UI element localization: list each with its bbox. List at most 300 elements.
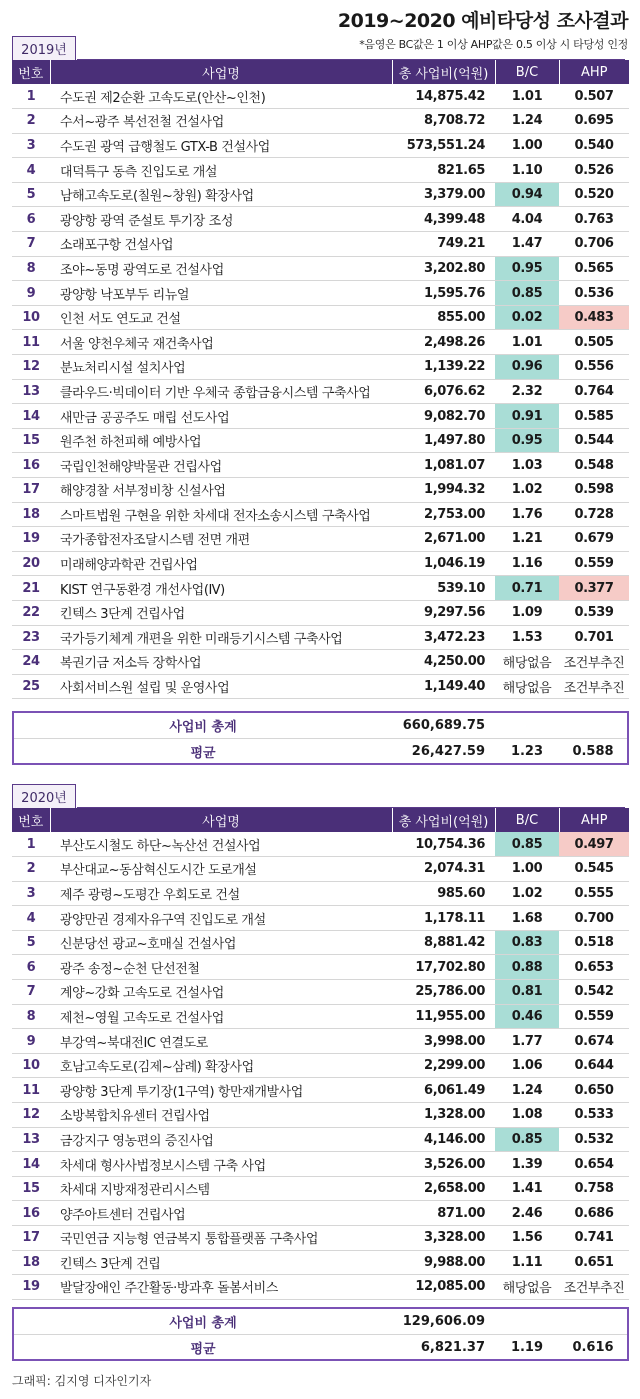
row-number: 8: [12, 1004, 50, 1029]
table-row: [12, 1201, 629, 1226]
ahp-value: 0.728: [559, 502, 629, 527]
ahp-value: 0.654: [559, 1152, 629, 1177]
bc-value: 1.01: [495, 84, 559, 109]
row-number: 8: [12, 256, 50, 281]
total-cost: 2,658.00: [392, 1176, 495, 1201]
bc-value: 1.11: [495, 1250, 559, 1275]
table-row: [12, 674, 629, 699]
bc-value: 0.85: [495, 1127, 559, 1152]
table-row: [12, 1004, 629, 1029]
ahp-value: 0.483: [559, 305, 629, 330]
project-name: 미래해양과학관 건립사업: [50, 551, 392, 576]
row-number: 3: [12, 881, 50, 906]
ahp-value: 0.706: [559, 232, 629, 257]
bc-value: 0.81: [495, 980, 559, 1005]
row-number: 19: [12, 1275, 50, 1300]
project-name: 복권기금 저소득 장학사업: [50, 650, 392, 675]
bc-value: 1.03: [495, 453, 559, 478]
bc-value: 1.06: [495, 1053, 559, 1078]
col-header-no: 번호: [12, 60, 50, 84]
total-cost: 660,689.75: [402, 718, 485, 733]
bc-value: 1.00: [495, 857, 559, 882]
bc-value: 0.95: [495, 428, 559, 453]
table-header-row: [12, 60, 629, 84]
row-number: 14: [12, 1152, 50, 1177]
total-cost: 12,085.00: [392, 1275, 495, 1300]
row-number: 6: [12, 955, 50, 980]
total-cost: 1,081.07: [392, 453, 495, 478]
project-name: 광양항 낙포부두 리뉴얼: [50, 281, 392, 306]
table-row: [12, 980, 629, 1005]
row-number: 13: [12, 1127, 50, 1152]
ahp-value: 0.701: [559, 625, 629, 650]
project-name: 제천~영월 고속도로 건설사업: [50, 1004, 392, 1029]
total-cost: 1,497.80: [392, 428, 495, 453]
bc-value: 1.02: [495, 478, 559, 503]
table-row: [12, 1103, 629, 1128]
total-cost: 3,379.00: [392, 182, 495, 207]
table-row: [12, 1127, 629, 1152]
total-cost: 1,139.22: [392, 355, 495, 380]
col-header-no: 번호: [12, 808, 50, 832]
project-name: 부산대교~동삼혁신도시간 도로개설: [50, 857, 392, 882]
project-name: 스마트법원 구현을 위한 차세대 전자소송시스템 구축사업: [50, 502, 392, 527]
total-cost: 14,875.42: [392, 84, 495, 109]
project-name: 차세대 지방재정관리시스템: [50, 1176, 392, 1201]
ahp-value: 0.526: [559, 158, 629, 183]
bc-value: 1.41: [495, 1176, 559, 1201]
table-row: [12, 502, 629, 527]
bc-value: 0.83: [495, 930, 559, 955]
total-cost: 871.00: [392, 1201, 495, 1226]
table-row: [12, 955, 629, 980]
total-cost: 9,988.00: [392, 1250, 495, 1275]
total-row: [14, 1309, 627, 1334]
table-row: [12, 1250, 629, 1275]
total-cost: 573,551.24: [392, 133, 495, 158]
table-row: [12, 305, 629, 330]
bc-value: 1.02: [495, 881, 559, 906]
bc-value: 1.24: [495, 109, 559, 134]
col-header-name: 사업명: [50, 808, 392, 832]
project-name: 인천 서도 연도교 건설: [50, 305, 392, 330]
project-name: 원주천 하천피해 예방사업: [50, 428, 392, 453]
table-2019: [12, 60, 629, 699]
table-row: [12, 857, 629, 882]
row-number: 12: [12, 1103, 50, 1128]
table-row: [12, 207, 629, 232]
table-row: [12, 576, 629, 601]
bc-value: 1.47: [495, 232, 559, 257]
total-cost: 821.65: [392, 158, 495, 183]
bc-value: 1.53: [495, 625, 559, 650]
ahp-value: 0.674: [559, 1029, 629, 1054]
ahp-value: 0.686: [559, 1201, 629, 1226]
chart-title: 2019~2020 예비타당성 조사결과: [337, 10, 628, 32]
average-cost: 26,427.59: [411, 743, 485, 759]
table-row: [12, 133, 629, 158]
ahp-value: 0.700: [559, 906, 629, 931]
ahp-value: 0.555: [559, 881, 629, 906]
col-header-name: 사업명: [50, 60, 392, 84]
table-row: [12, 355, 629, 380]
bc-value: 0.85: [495, 832, 559, 857]
table-row: [12, 182, 629, 207]
bc-value: 1.01: [495, 330, 559, 355]
summary-box-2020: [12, 1307, 629, 1361]
project-name: 조야~동명 광역도로 건설사업: [50, 256, 392, 281]
ahp-value: 0.598: [559, 478, 629, 503]
project-name: 부산도시철도 하단~녹산선 건설사업: [50, 832, 392, 857]
table-row: [12, 906, 629, 931]
project-name: 신분당선 광교~호매실 건설사업: [50, 930, 392, 955]
total-cost: 6,076.62: [392, 379, 495, 404]
ahp-value: 0.559: [559, 1004, 629, 1029]
project-name: 대덕특구 동측 진입도로 개설: [50, 158, 392, 183]
average-cost: 6,821.37: [420, 1339, 485, 1355]
bc-value: 1.08: [495, 1103, 559, 1128]
average-ahp: 0.616: [572, 1339, 614, 1355]
ahp-value: 0.520: [559, 182, 629, 207]
bc-value: 1.10: [495, 158, 559, 183]
table-row: [12, 256, 629, 281]
table-row: [12, 232, 629, 257]
ahp-value: 0.542: [559, 980, 629, 1005]
bc-value: 해당없음: [495, 650, 559, 675]
bc-value: 해당없음: [495, 1275, 559, 1300]
shading-note: *음영은 BC값은 1 이상 AHP값은 0.5 이상 시 타당성 인정: [359, 38, 628, 51]
ahp-value: 0.565: [559, 256, 629, 281]
bc-value: 2.46: [495, 1201, 559, 1226]
bc-value: 1.39: [495, 1152, 559, 1177]
row-number: 18: [12, 1250, 50, 1275]
bc-value: 0.94: [495, 182, 559, 207]
table-row: [12, 478, 629, 503]
total-cost: 3,998.00: [392, 1029, 495, 1054]
project-name: 부강역~북대전IC 연결도로: [50, 1029, 392, 1054]
total-cost: 2,074.31: [392, 857, 495, 882]
row-number: 4: [12, 158, 50, 183]
table-row: [12, 330, 629, 355]
table-row: [12, 1226, 629, 1251]
ahp-value: 0.536: [559, 281, 629, 306]
total-cost: 10,754.36: [392, 832, 495, 857]
ahp-value: 0.533: [559, 1103, 629, 1128]
row-number: 6: [12, 207, 50, 232]
project-name: 국립인천해양박물관 건립사업: [50, 453, 392, 478]
ahp-value: 0.544: [559, 428, 629, 453]
total-cost: 3,526.00: [392, 1152, 495, 1177]
total-cost: 2,299.00: [392, 1053, 495, 1078]
ahp-value: 0.695: [559, 109, 629, 134]
row-number: 22: [12, 600, 50, 625]
project-name: 해양경찰 서부정비창 신설사업: [50, 478, 392, 503]
project-name: 수도권 광역 급행철도 GTX-B 건설사업: [50, 133, 392, 158]
table-row: [12, 1152, 629, 1177]
total-cost: 9,082.70: [392, 404, 495, 429]
row-number: 20: [12, 551, 50, 576]
row-number: 13: [12, 379, 50, 404]
ahp-value: 조건부추진: [559, 674, 629, 699]
ahp-value: 0.653: [559, 955, 629, 980]
project-name: 국민연금 지능형 연금복지 통합플랫폼 구축사업: [50, 1226, 392, 1251]
project-name: 새만금 공공주도 매립 선도사업: [50, 404, 392, 429]
row-number: 17: [12, 478, 50, 503]
bc-value: 0.88: [495, 955, 559, 980]
project-name: 킨텍스 3단계 건립사업: [50, 600, 392, 625]
project-name: 발달장애인 주간활동·방과후 돌봄서비스: [50, 1275, 392, 1300]
project-name: 국가종합전자조달시스템 전면 개편: [50, 527, 392, 552]
table-row: [12, 600, 629, 625]
project-name: 광주 송정~순천 단선전철: [50, 955, 392, 980]
table-row: [12, 527, 629, 552]
table-row: [12, 158, 629, 183]
row-number: 11: [12, 330, 50, 355]
ahp-value: 0.539: [559, 600, 629, 625]
ahp-value: 0.556: [559, 355, 629, 380]
ahp-value: 0.377: [559, 576, 629, 601]
table-row: [12, 453, 629, 478]
row-number: 10: [12, 305, 50, 330]
bc-value: 0.96: [495, 355, 559, 380]
graphic-credit: 그래픽: 김지영 디자인기자: [12, 1374, 152, 1388]
row-number: 17: [12, 1226, 50, 1251]
table-2020: [12, 808, 629, 1300]
row-number: 24: [12, 650, 50, 675]
row-number: 16: [12, 453, 50, 478]
row-number: 5: [12, 182, 50, 207]
row-number: 4: [12, 906, 50, 931]
row-number: 15: [12, 428, 50, 453]
ahp-value: 0.545: [559, 857, 629, 882]
bc-value: 4.04: [495, 207, 559, 232]
bc-value: 1.77: [495, 1029, 559, 1054]
ahp-value: 0.650: [559, 1078, 629, 1103]
ahp-value: 0.559: [559, 551, 629, 576]
average-label: 평균: [190, 1341, 216, 1357]
ahp-value: 0.741: [559, 1226, 629, 1251]
bc-value: 1.76: [495, 502, 559, 527]
project-name: 광양만권 경제자유구역 진입도로 개설: [50, 906, 392, 931]
total-cost: 129,606.09: [402, 1314, 485, 1329]
average-bc: 1.23: [510, 743, 544, 759]
total-cost: 3,328.00: [392, 1226, 495, 1251]
total-cost: 1,595.76: [392, 281, 495, 306]
total-cost: 1,149.40: [392, 674, 495, 699]
total-cost: 1,328.00: [392, 1103, 495, 1128]
project-name: 제주 광령~도평간 우회도로 건설: [50, 881, 392, 906]
table-row: [12, 930, 629, 955]
ahp-value: 조건부추진: [559, 1275, 629, 1300]
total-cost: 1,178.11: [392, 906, 495, 931]
total-cost: 4,146.00: [392, 1127, 495, 1152]
project-name: 소방복합치유센터 건립사업: [50, 1103, 392, 1128]
project-name: 금강지구 영농편의 증진사업: [50, 1127, 392, 1152]
ahp-value: 0.763: [559, 207, 629, 232]
ahp-value: 0.505: [559, 330, 629, 355]
row-number: 9: [12, 1029, 50, 1054]
total-cost: 1,994.32: [392, 478, 495, 503]
project-name: 소래포구항 건설사업: [50, 232, 392, 257]
total-row: [14, 713, 627, 738]
total-cost: 3,472.23: [392, 625, 495, 650]
total-label: 사업비 총계: [169, 720, 237, 735]
total-cost: 17,702.80: [392, 955, 495, 980]
project-name: 양주아트센터 건립사업: [50, 1201, 392, 1226]
bc-value: 1.68: [495, 906, 559, 931]
table-row: [12, 404, 629, 429]
row-number: 5: [12, 930, 50, 955]
table-row: [12, 1275, 629, 1300]
total-cost: 855.00: [392, 305, 495, 330]
table-row: [12, 281, 629, 306]
ahp-value: 0.532: [559, 1127, 629, 1152]
bc-value: 1.16: [495, 551, 559, 576]
total-cost: 8,708.72: [392, 109, 495, 134]
table-row: [12, 625, 629, 650]
project-name: 남해고속도로(칠원~창원) 확장사업: [50, 182, 392, 207]
row-number: 7: [12, 980, 50, 1005]
bc-value: 1.09: [495, 600, 559, 625]
bc-value: 1.56: [495, 1226, 559, 1251]
row-number: 16: [12, 1201, 50, 1226]
project-name: 광양항 3단계 투기장(1구역) 항만재개발사업: [50, 1078, 392, 1103]
row-number: 1: [12, 832, 50, 857]
col-header-bc: B/C: [495, 60, 559, 84]
total-cost: 2,498.26: [392, 330, 495, 355]
ahp-value: 0.518: [559, 930, 629, 955]
average-row: [14, 738, 627, 763]
project-name: 국가등기체계 개편을 위한 미래등기시스템 구축사업: [50, 625, 392, 650]
col-header-bc: B/C: [495, 808, 559, 832]
col-header-cost: 총 사업비(억원): [392, 808, 495, 832]
total-cost: 2,753.00: [392, 502, 495, 527]
ahp-value: 0.644: [559, 1053, 629, 1078]
row-number: 18: [12, 502, 50, 527]
ahp-value: 0.497: [559, 832, 629, 857]
row-number: 3: [12, 133, 50, 158]
table-row: [12, 832, 629, 857]
project-name: 킨텍스 3단계 건립: [50, 1250, 392, 1275]
row-number: 25: [12, 674, 50, 699]
table-row: [12, 379, 629, 404]
row-number: 11: [12, 1078, 50, 1103]
table-header-row: [12, 808, 629, 832]
project-name: 서울 양천우체국 재건축사업: [50, 330, 392, 355]
total-cost: 4,399.48: [392, 207, 495, 232]
row-number: 23: [12, 625, 50, 650]
ahp-value: 0.758: [559, 1176, 629, 1201]
total-cost: 539.10: [392, 576, 495, 601]
project-name: 수서~광주 복선전철 건설사업: [50, 109, 392, 134]
year-tab-2020: [12, 784, 76, 808]
project-name: 분뇨처리시설 설치사업: [50, 355, 392, 380]
project-name: 클라우드·빅데이터 기반 우체국 종합금융시스템 구축사업: [50, 379, 392, 404]
ahp-value: 0.585: [559, 404, 629, 429]
total-cost: 3,202.80: [392, 256, 495, 281]
project-name: 사회서비스원 설립 및 운영사업: [50, 674, 392, 699]
bc-value: 1.00: [495, 133, 559, 158]
ahp-value: 0.764: [559, 379, 629, 404]
row-number: 19: [12, 527, 50, 552]
total-cost: 25,786.00: [392, 980, 495, 1005]
bc-value: 0.91: [495, 404, 559, 429]
table-row: [12, 109, 629, 134]
table-row: [12, 428, 629, 453]
ahp-value: 0.540: [559, 133, 629, 158]
project-name: 호남고속도로(김제~삼례) 확장사업: [50, 1053, 392, 1078]
row-number: 15: [12, 1176, 50, 1201]
row-number: 14: [12, 404, 50, 429]
row-number: 7: [12, 232, 50, 257]
project-name: 차세대 형사사법정보시스템 구축 사업: [50, 1152, 392, 1177]
total-cost: 6,061.49: [392, 1078, 495, 1103]
average-label: 평균: [190, 745, 216, 761]
average-row: [14, 1334, 627, 1359]
col-header-ahp: AHP: [559, 60, 629, 84]
row-number: 12: [12, 355, 50, 380]
total-cost: 8,881.42: [392, 930, 495, 955]
table-row: [12, 881, 629, 906]
average-ahp: 0.588: [572, 743, 614, 759]
row-number: 21: [12, 576, 50, 601]
year-tab-2019: [12, 36, 76, 60]
bc-value: 0.85: [495, 281, 559, 306]
table-row: [12, 84, 629, 109]
bc-value: 0.71: [495, 576, 559, 601]
row-number: 2: [12, 857, 50, 882]
table-row: [12, 1176, 629, 1201]
col-header-cost: 총 사업비(억원): [392, 60, 495, 84]
bc-value: 해당없음: [495, 674, 559, 699]
ahp-value: 0.651: [559, 1250, 629, 1275]
total-cost: 4,250.00: [392, 650, 495, 675]
project-name: 광양항 광역 준설토 투기장 조성: [50, 207, 392, 232]
total-cost: 749.21: [392, 232, 495, 257]
table-row: [12, 1078, 629, 1103]
bc-value: 0.02: [495, 305, 559, 330]
total-cost: 2,671.00: [392, 527, 495, 552]
bc-value: 0.95: [495, 256, 559, 281]
bc-value: 1.24: [495, 1078, 559, 1103]
bc-value: 2.32: [495, 379, 559, 404]
row-number: 10: [12, 1053, 50, 1078]
table-row: [12, 650, 629, 675]
table-row: [12, 1029, 629, 1054]
row-number: 2: [12, 109, 50, 134]
ahp-value: 0.548: [559, 453, 629, 478]
summary-box-2019: [12, 711, 629, 765]
bc-value: 1.21: [495, 527, 559, 552]
year-tab-label: 2020년: [21, 791, 67, 806]
bc-value: 0.46: [495, 1004, 559, 1029]
table-row: [12, 551, 629, 576]
total-cost: 9,297.56: [392, 600, 495, 625]
ahp-value: 0.507: [559, 84, 629, 109]
col-header-ahp: AHP: [559, 808, 629, 832]
ahp-value: 조건부추진: [559, 650, 629, 675]
row-number: 9: [12, 281, 50, 306]
average-bc: 1.19: [510, 1339, 544, 1355]
ahp-value: 0.679: [559, 527, 629, 552]
total-cost: 1,046.19: [392, 551, 495, 576]
total-cost: 985.60: [392, 881, 495, 906]
year-tab-label: 2019년: [21, 43, 67, 58]
table-row: [12, 1053, 629, 1078]
total-cost: 11,955.00: [392, 1004, 495, 1029]
project-name: KIST 연구동환경 개선사업(Ⅳ): [50, 576, 392, 601]
project-name: 수도권 제2순환 고속도로(안산~인천): [50, 84, 392, 109]
